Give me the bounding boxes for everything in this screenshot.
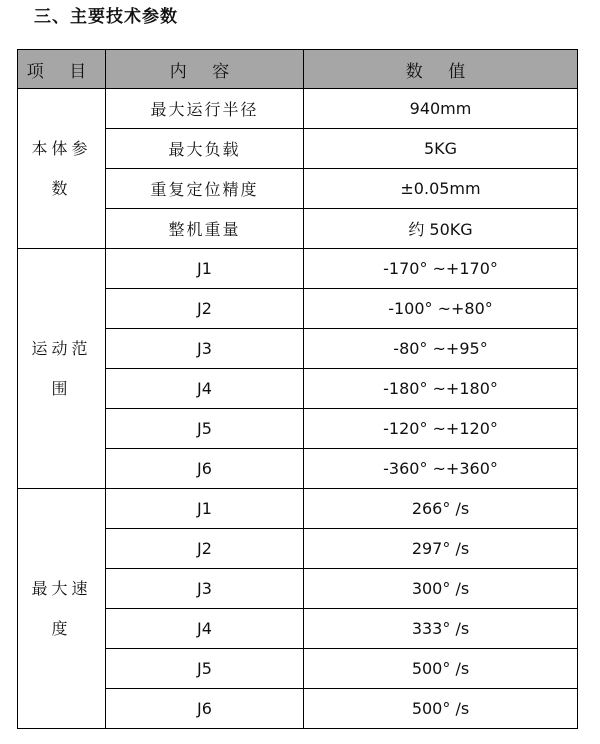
group-label-max-speed: 最大速度	[18, 489, 106, 729]
table-row	[18, 89, 578, 129]
row-value: 5KG	[304, 129, 578, 169]
row-content: J6	[106, 689, 304, 729]
table-row	[18, 249, 578, 289]
header-item: 项 目	[18, 50, 106, 89]
row-value: 500° /s	[304, 689, 578, 729]
row-content: J1	[106, 489, 304, 529]
row-value: 300° /s	[304, 569, 578, 609]
table-row	[18, 489, 578, 529]
row-content: J3	[106, 329, 304, 369]
row-content: J1	[106, 249, 304, 289]
row-value: 266° /s	[304, 489, 578, 529]
row-content: 重复定位精度	[106, 169, 304, 209]
header-value: 数 值	[304, 50, 578, 89]
group-label-motion-range: 运动范围	[18, 249, 106, 489]
row-content: 最大负载	[106, 129, 304, 169]
row-value: -100° ~+80°	[304, 289, 578, 329]
row-value: 333° /s	[304, 609, 578, 649]
row-content: 最大运行半径	[106, 89, 304, 129]
row-value: 940mm	[304, 89, 578, 129]
row-value: -360° ~+360°	[304, 449, 578, 489]
section-title: 三、主要技术参数	[34, 7, 178, 27]
row-content: J2	[106, 289, 304, 329]
row-value: -80° ~+95°	[304, 329, 578, 369]
header-content: 内 容	[106, 50, 304, 89]
row-content: J6	[106, 449, 304, 489]
row-content: 整机重量	[106, 209, 304, 249]
row-value: -180° ~+180°	[304, 369, 578, 409]
row-value: -170° ~+170°	[304, 249, 578, 289]
row-value: 约 50KG	[304, 209, 578, 249]
spec-table	[17, 49, 578, 729]
row-content: J3	[106, 569, 304, 609]
row-content: J4	[106, 609, 304, 649]
row-value: 297° /s	[304, 529, 578, 569]
row-value: ±0.05mm	[304, 169, 578, 209]
group-label-body-params: 本体参数	[18, 89, 106, 249]
row-content: J4	[106, 369, 304, 409]
row-value: -120° ~+120°	[304, 409, 578, 449]
row-value: 500° /s	[304, 649, 578, 689]
row-content: J2	[106, 529, 304, 569]
row-content: J5	[106, 649, 304, 689]
table-header-row	[18, 50, 578, 89]
row-content: J5	[106, 409, 304, 449]
